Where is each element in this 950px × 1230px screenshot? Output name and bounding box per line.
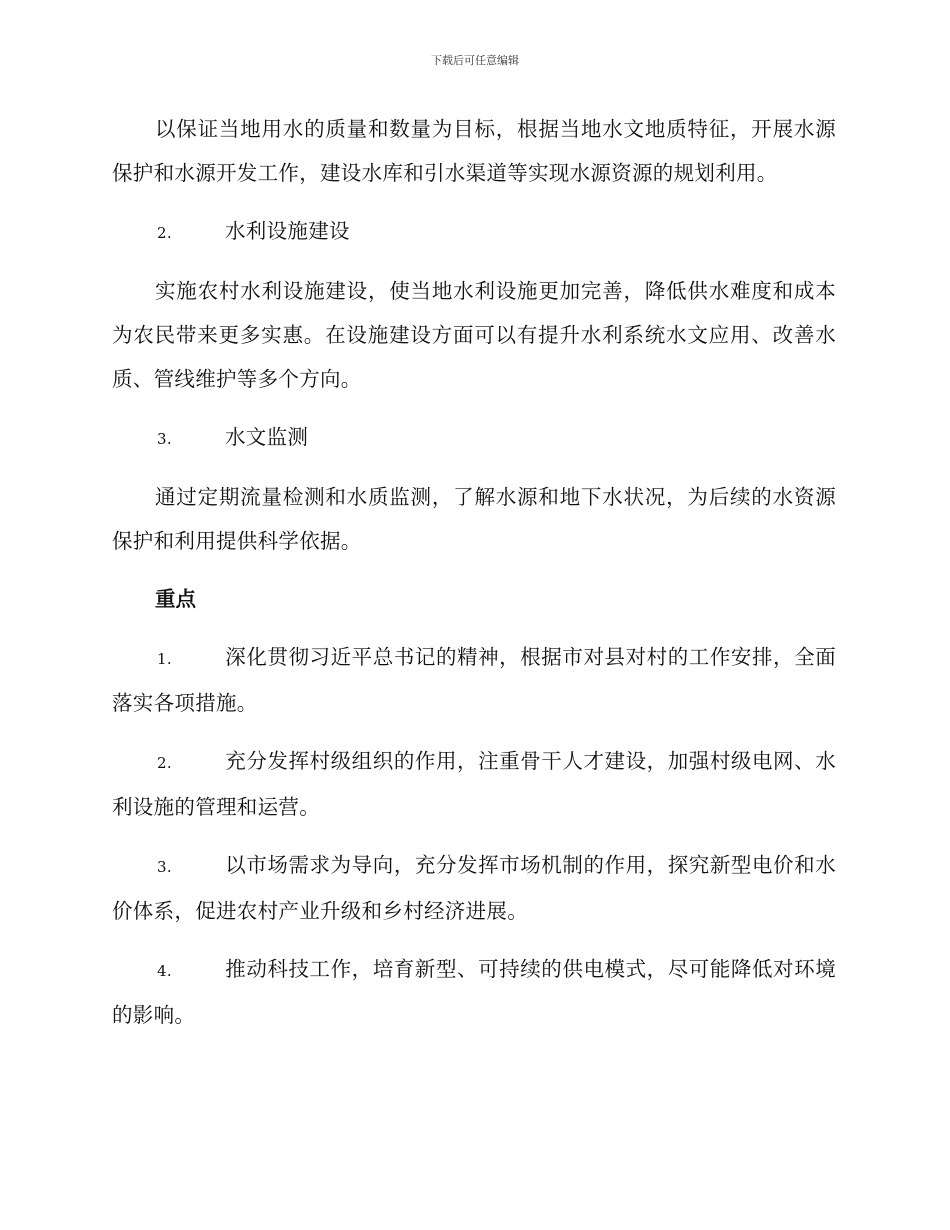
key-point-number: 4. — [157, 962, 172, 980]
key-point-item — [112, 635, 836, 725]
paragraph-water-source: 以保证当地用水的质量和数量为目标，根据当地水文地质特征，开展水源保护和水源开发工作，建设水库和引水渠道等实现水源资源的规划利用。 — [112, 117, 836, 185]
key-point-item — [112, 739, 836, 829]
section-item-2 — [112, 209, 836, 255]
section-title: 水利设施建设 — [225, 219, 350, 243]
section-item-3 — [112, 415, 836, 461]
key-point-text: 以市场需求为导向，充分发挥市场机制的作用，探究新型电价和水价体系，促进农村产业升级和乡村经济进展。 — [112, 853, 836, 923]
section-number: 3. — [157, 430, 172, 448]
key-point-item — [112, 947, 836, 1037]
key-point-text: 充分发挥村级组织的作用，注重骨干人才建设，加强村级电网、水利设施的管理和运营。 — [112, 749, 836, 819]
paragraph-hydrology-monitoring: 通过定期流量检测和水质监测，了解水源和地下水状况，为后续的水资源保护和利用提供科学依据。 — [112, 485, 836, 553]
paragraph-facility-construction: 实施农村水利设施建设，使当地水利设施更加完善，降低供水难度和成本为农民带来更多实惠。在设施建设方面可以有提升水利系统水文应用、改善水质、管线维护等多个方向。 — [112, 279, 836, 391]
key-point-number: 1. — [157, 650, 172, 668]
key-point-text: 推动科技工作，培育新型、可持续的供电模式，尽可能降低对环境的影响。 — [112, 957, 836, 1027]
key-point-text: 深化贯彻习近平总书记的精神，根据市对县对村的工作安排，全面落实各项措施。 — [112, 645, 836, 715]
document-body — [112, 107, 836, 1037]
section-number: 2. — [157, 224, 172, 242]
key-point-number: 2. — [157, 754, 172, 772]
key-point-item — [112, 843, 836, 933]
key-point-number: 3. — [157, 858, 172, 876]
heading-key-points: 重点 — [155, 587, 196, 611]
section-title: 水文监测 — [225, 425, 309, 449]
page-header: 下载后可任意编辑 — [431, 54, 519, 67]
